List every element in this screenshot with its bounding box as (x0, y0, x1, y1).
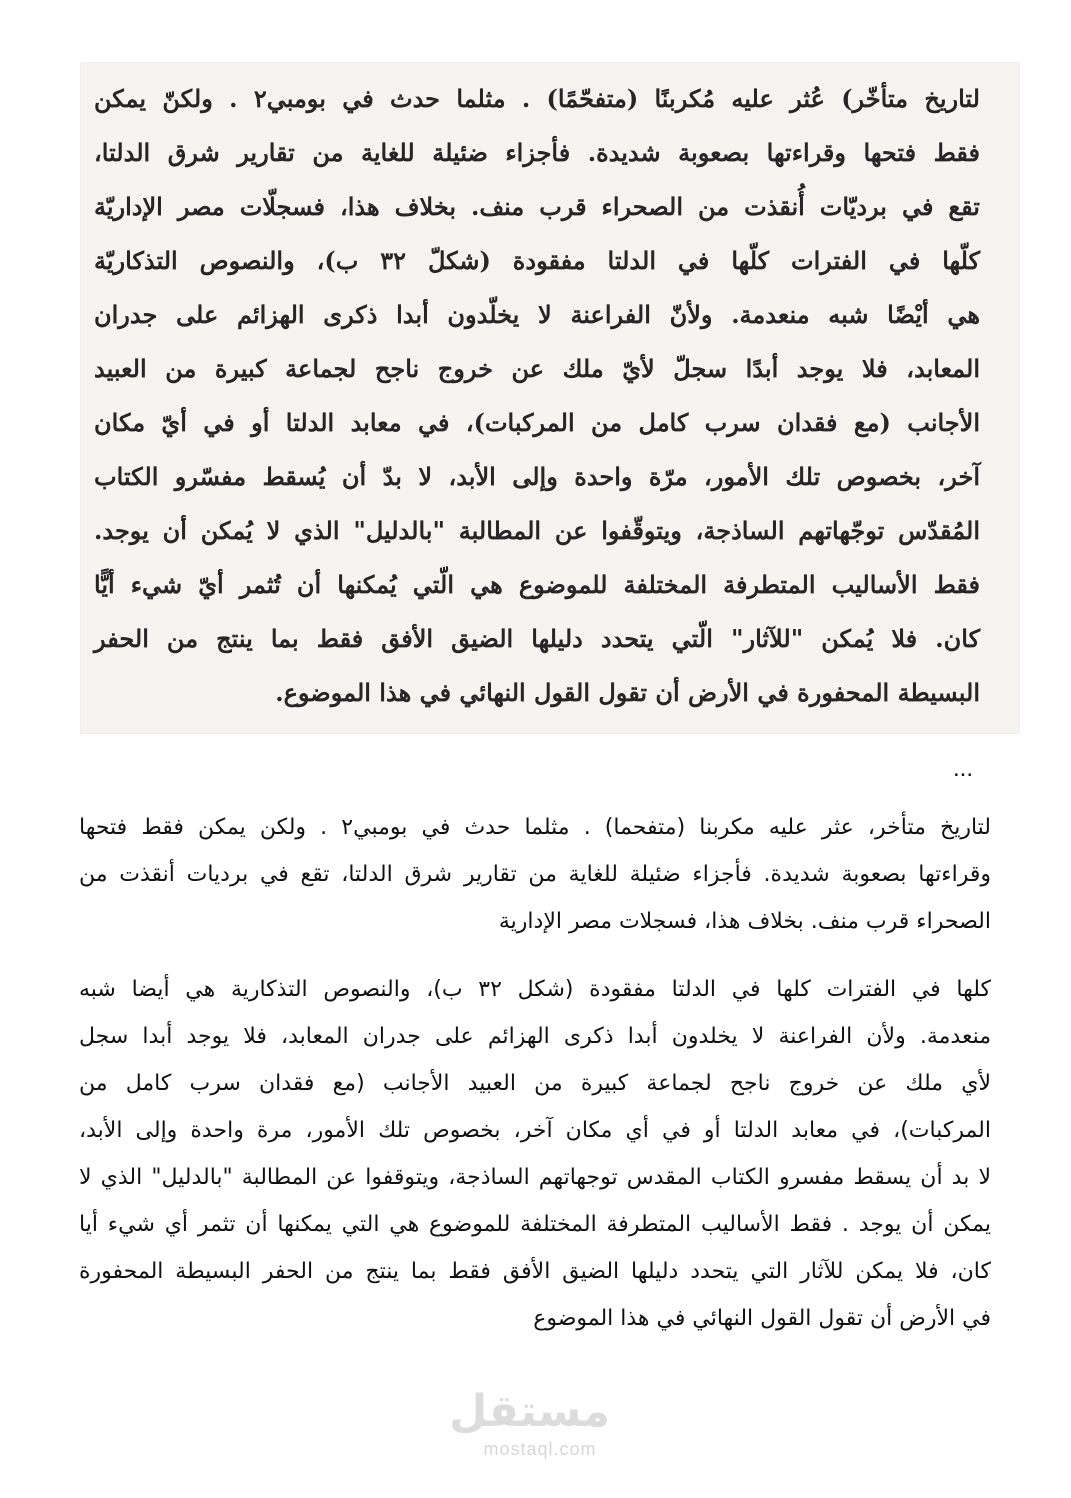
scan-line: فقط الأساليب المتطرفة المختلفة للموضوع هي الّتي يُمكنها أن تُثمر أيّ شيء أيًّا (94, 570, 980, 599)
typed-line: المركبات)، في معابد الدلتا أو في أي مكان آخر، بخصوص تلك الأمور، مرة واحدة وإلى الأبد، (79, 1118, 991, 1143)
typed-line: لا بد أن يسقط مفسرو الكتاب المقدس توجهاتهم الساذجة، ويتوقفوا عن المطالبة "بالدليل" الذي لا (79, 1165, 991, 1190)
scanned-book-excerpt (80, 62, 1020, 734)
typed-paragraph-2 (79, 966, 991, 1342)
typed-line: يمكن أن يوجد . فقط الأساليب المتطرفة المختلفة للموضوع هي التي يمكنها أن تثمر أي شيء أيا (79, 1212, 991, 1237)
typed-line: كان، فلا يمكن للآثار التي يتحدد دليلها الضيق الأفق فقط بما ينتج من الحفر البسيطة المحفورة (79, 1259, 991, 1284)
typed-line: وقراءتها بصعوبة شديدة. فأجزاء ضئيلة للغاية من تقارير شرق الدلتا، تقع في برديات أنقذت من (79, 862, 991, 887)
scan-line: لتاريخ متأخّر) عُثر عليه مُكربنًا (متفحّمًا) . مثلما حدث في بومبي٢ . ولكنّ يمكن (94, 84, 980, 113)
scan-line: كلّها في الفترات كلّها في الدلتا مفقودة (شكلّ ٣٢ ب)، والنصوص التذكاريّة (94, 246, 980, 275)
scan-line: فقط فتحها وقراءتها بصعوبة شديدة. فأجزاء ضئيلة للغاية من تقارير شرق الدلتا، (94, 138, 980, 167)
scan-line: هي أيْضًا شبه منعدمة. ولأنّ الفراعنة لا يخلّدون أبدا ذكرى الهزائم على جدران (94, 300, 980, 329)
mostaql-watermark-logo (449, 1386, 610, 1476)
ellipsis-separator: ... (953, 755, 974, 782)
scan-line: المعابد، فلا يوجد أبدًا سجلّ لأيّ ملك عن خروج ناجح لجماعة كبيرة من العبيد (94, 354, 980, 383)
typed-line: منعدمة. ولأن الفراعنة لا يخلدون أبدا ذكرى الهزائم على جدران المعابد، فلا يوجد أبدا سجل (79, 1024, 991, 1049)
scan-line: الأجانب (مع فقدان سرب كامل من المركبات)، في معابد الدلتا أو في أيّ مكان (94, 408, 980, 437)
typed-line: كلها في الفترات كلها في الدلتا مفقودة (شكل ٣٢ ب)، والنصوص التذكارية هي أيضا شبه (79, 977, 991, 1002)
scan-line: كان. فلا يُمكن "للآثار" الّتي يتحدد دليلها الضيق الأفق فقط بما ينتج من الحفر (94, 624, 980, 653)
typed-line: الصحراء قرب منف. بخلاف هذا، فسجلات مصر الإدارية (498, 909, 991, 934)
watermark-arabic-text: مستقل (449, 1386, 610, 1437)
typed-line: في الأرض أن تقول القول النهائي في هذا الموضوع (533, 1306, 991, 1331)
typed-line: لتاريخ متأخر، عثر عليه مكربنا (متفحما) . مثلما حدث في بومبي٢ . ولكن يمكن فقط فتحها (79, 815, 991, 840)
watermark-latin-text: mostaql.com (483, 1439, 597, 1459)
scan-line: تقع في برديّات أُنقذت من الصحراء قرب منف. بخلاف هذا، فسجلّات مصر الإداريّة (94, 192, 980, 221)
scan-line: المُقدّس توجّهاتهم الساذجة، ويتوقّفوا عن المطالبة "بالدليل" الذي لا يُمكن أن يوجد. (94, 516, 980, 545)
scan-line: آخر، بخصوص تلك الأمور، مرّة واحدة وإلى الأبد، لا بدّ أن يُسقط مفسّرو الكتاب (94, 462, 980, 491)
scan-line: البسيطة المحفورة في الأرض أن تقول القول النهائي في هذا الموضوع. (275, 678, 980, 707)
typed-line: لأي ملك عن خروج ناجح لجماعة كبيرة من العبيد الأجانب (مع فقدان سرب كامل من (79, 1071, 991, 1096)
typed-paragraph-1 (79, 804, 991, 945)
